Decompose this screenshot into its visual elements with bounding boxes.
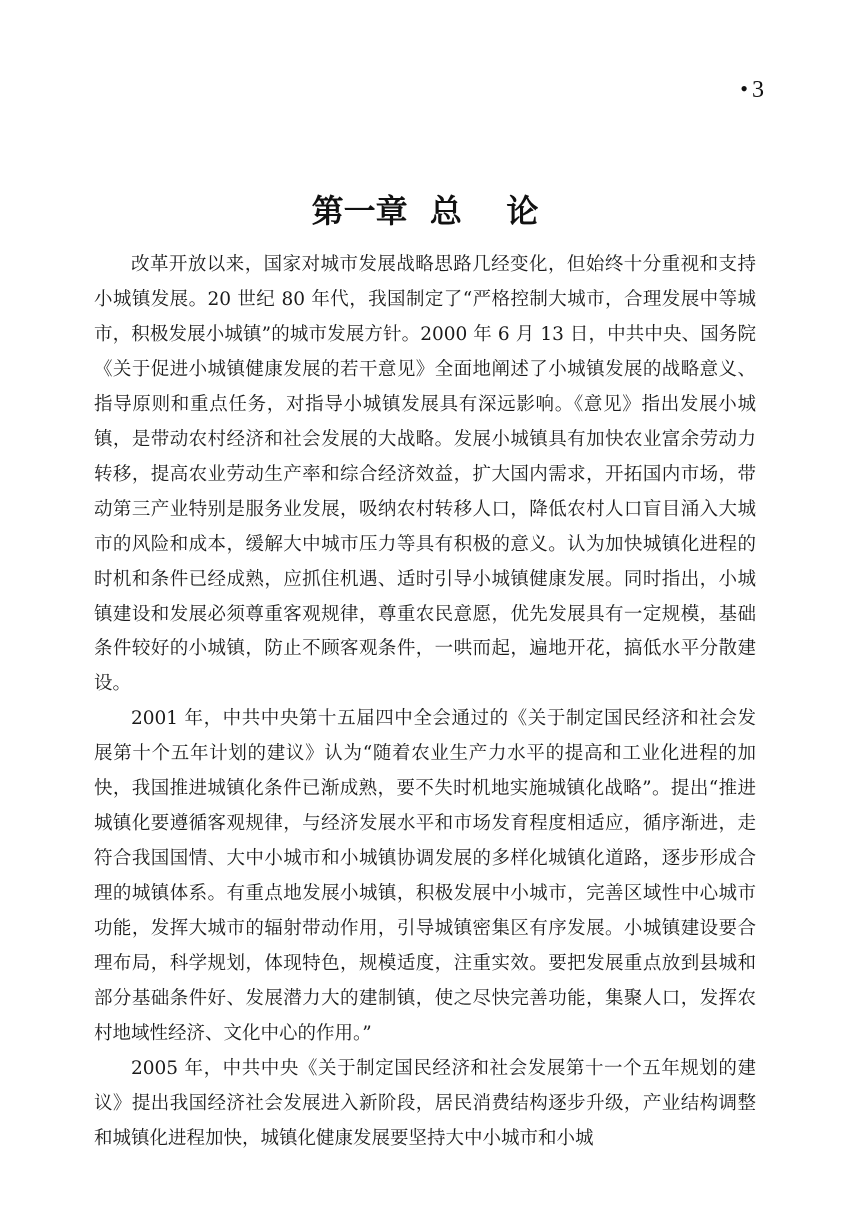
paragraph-3: 2005 年，中共中央《关于制定国民经济和社会发展第十一个五年规划的建议》提出我国经济社会发展进入新阶段，居民消费结构逐步升级，产业结构调整和城镇化进程加快，城镇化健康发展要坚持大中小城市和小城 <box>94 1057 756 1149</box>
paragraph-1: 改革开放以来，国家对城市发展战略思路几经变化，但始终十分重视和支持小城镇发展。20 世纪 80 年代，我国制定了“严格控制大城市，合理发展中等城市，积极发展小城镇”的城市发展方针。2000 年 6 月 13 日，中共中央、国务院《关于促进小城镇健康发展的若干意见》全面地阐述了小城镇发展的战略意义、指导原则和重点任务，对指导小城镇发展具有深远影响。《意见》指出发展小城镇，是带动农村经济和社会发展的大战略。发展小城镇具有加快农业富余劳动力转移，提高农业劳动生产率和综合经济效益，扩大国内需求，开拓国内市场，带动第三产业特别是服务业发展，吸纳农村转移人口，降低农村人口盲目涌入大城市的风险和成本，缓解大中城市压力等具有积极的意义。认为加快城镇化进程的时机和条件已经成熟，应抓住机遇、适时引导小城镇健康发展。同时指出，小城镇建设和发展必须尊重客观规律，尊重农民意愿，优先发展具有一定规模，基础条件较好的小城镇，防止不顾客观条件，一哄而起，遍地开花，搞低水平分散建设。 <box>94 254 756 695</box>
page-number-value: 3 <box>752 77 764 103</box>
chapter-title: 第一章 总 论 <box>311 192 539 231</box>
page-number <box>740 74 764 105</box>
page-number-bullet: • <box>740 76 748 101</box>
paragraph-2: 2001 年，中共中央第十五届四中全会通过的《关于制定国民经济和社会发展第十个五年计划的建议》认为“随着农业生产力水平的提高和工业化进程的加快，我国推进城镇化条件已渐成熟，要不失时机地实施城镇化战略”。提出“推进城镇化要遵循客观规律，与经济发展水平和市场发育程度相适应，循序渐进，走符合我国国情、大中小城市和小城镇协调发展的多样化城镇化道路，逐步形成合理的城镇体系。有重点地发展小城镇，积极发展中小城市，完善区域性中心城市功能，发挥大城市的辐射带动作用，引导城镇密集区有序发展。小城镇建设要合理布局，科学规划，体现特色，规模适度，注重实效。要把发展重点放到县城和部分基础条件好、发展潜力大的建制镇，使之尽快完善功能，集聚人口，发挥农村地域性经济、文化中心的作用。” <box>94 708 756 1044</box>
body-text <box>94 248 756 1157</box>
